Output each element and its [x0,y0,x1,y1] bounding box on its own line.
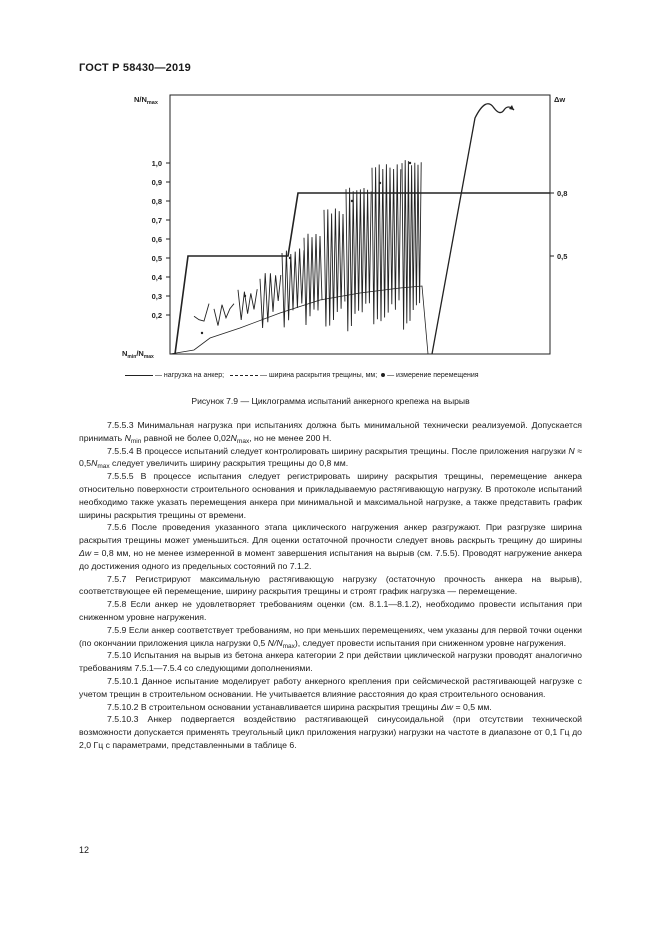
paragraph: 7.5.10.1 Данное испытание моделирует работу анкерного крепления при сейсмической растягивающей нагрузке с учетом трещин в строительном основании. Не учитывается влияние расстояния до края строительного основания. [79,675,582,699]
paragraph: 7.5.7 Регистрируют максимальную растягивающую нагрузку (остаточную прочность анкера на вырыв), соответствующее ей перемещение, ширину раскрытия трещины и строят график нагрузка — перемещение. [79,573,582,597]
y-tick-label: 0,2 [151,311,162,320]
y-axis-title: $N/N_{max}$ [134,95,158,106]
load-baseline [170,286,428,354]
document-header: ГОСТ Р 58430—2019 [79,62,191,74]
y-tick-label: 1,0 [151,159,162,168]
y-tick-marks [166,163,170,315]
load-cycle-group [372,164,401,324]
y-tick-label: 0,4 [151,273,162,282]
figure-legend [125,372,479,379]
load-cycle-group [282,249,304,328]
page-number: 12 [79,845,90,855]
y-tick-label: 0,5 [151,254,162,263]
displacement-marker [244,295,246,297]
legend-displacement-text: — измерение перемещения [387,372,479,379]
displacement-marker [379,182,381,184]
figure-caption: Рисунок 7.9 — Циклограмма испытаний анкерного крепежа на вырыв [191,396,470,406]
paragraph: 7.5.10 Испытания на вырыв из бетона анкера категории 2 при действии циклической нагрузки проводят аналогично требованиям 7.5.1—7.5.4 со следующими дополнениями. [79,650,582,674]
y-tick-label: 0,3 [151,292,162,301]
load-cycle-group [260,273,281,328]
load-cycle-group [402,160,421,330]
displacement-marker [201,332,203,334]
legend-load-text: — нагрузка на анкер; [154,372,225,379]
right-tick-marks [550,193,554,256]
displacement-marker [409,162,411,164]
load-cycle-group [304,234,322,325]
load-cycle-group [238,289,257,320]
body-text [79,419,582,752]
paragraph: 7.5.10.3 Анкер подвергается воздействию растягивающей синусоидальной (при отсутствии технической возможности допускается применять треугольный цикл приложения нагрузки) нагрузки на частоте в диапазоне от 0,1 Гц до 2,0 Гц с параметрами, представленными в таблице 6. [79,714,582,750]
cyclogram-figure [110,88,580,388]
paragraph: 7.5.5.3 Минимальная нагрузка при испытаниях должна быть минимальной технически реализуемой. Допускается принимать $N_{min}$ равной не более $0,02N_{max}$, но не менее 200 Н. [79,420,582,445]
y-tick-label: 0,7 [151,216,162,225]
paragraph: 7.5.10.2 В строительном основании устанавливается ширина раскрытия трещины Δw = 0,5 мм. [107,701,492,712]
paragraph: 7.5.9 Если анкер соответствует требованиям, но при меньших перемещениях, чем указаны для первой точки оценки (по окончании приложения цикла нагрузки 0,5 $N/N_{max}$), следует провести испытания при сниженном уровне нагружения. [79,624,582,650]
paragraph: 7.5.6 После проведения указанного этапа циклического нагружения анкер разгружают. При разгрузке ширина раскрытия трещины может уменьшиться. Для оценки остаточной прочности следует вновь раскрыть трещину до ширины Δw = 0,8 мм, но не менее измеренной в момент завершения испытания на вырыв (см. 7.5.5). Проводят нагружение анкера до достижения одного из предельных состояний по 7.1.2. [79,522,582,571]
y-tick-label: 0,8 [151,197,162,206]
legend-crack-text: — ширина раскрытия трещины, мм; [260,372,378,379]
right-tick-label: 0,5 [557,252,568,261]
right-axis-title: Δw [554,95,566,104]
load-cycles [170,160,428,354]
displacement-marker [351,200,353,202]
y-axis-min-label: $N_{min}/N_{max}$ [122,349,154,360]
right-tick-label: 0,8 [557,189,568,198]
load-cycle-group [324,209,345,327]
displacement-marker [289,257,291,259]
y-tick-label: 0,6 [151,235,162,244]
final-load-curve [432,104,514,354]
load-cycle-group [194,304,209,322]
paragraph: 7.5.8 Если анкер не удовлетворяет требованиям оценки (см. 8.1.1—8.1.2), необходимо провести испытания при сниженном уровне нагружения. [79,599,582,622]
load-cycle-group [214,304,234,326]
legend-displacement-icon [381,373,385,377]
legend-crack-swatch [230,375,258,376]
y-tick-label: 0,9 [151,178,162,187]
legend-load-swatch [125,375,153,376]
load-cycle-group [346,188,371,331]
paragraph: 7.5.5.4 В процессе испытаний следует контролировать ширину раскрытия трещины. После приложения нагрузки $N \approx 0,5N_{max}$ следует увеличить ширину раскрытия трещины до 0,8 мм. [79,445,582,471]
paragraph: 7.5.5.5 В процессе испытания следует регистрировать ширину раскрытия трещины, перемещение анкера относительно поверхности строительного основания и прикладываемую растягивающую нагрузку. В протоколе испытаний необходимо также указать перемещения анкера при минимальной и максимальной нагрузке, а также представить график ширины раскрытия трещины от времени. [79,471,582,520]
